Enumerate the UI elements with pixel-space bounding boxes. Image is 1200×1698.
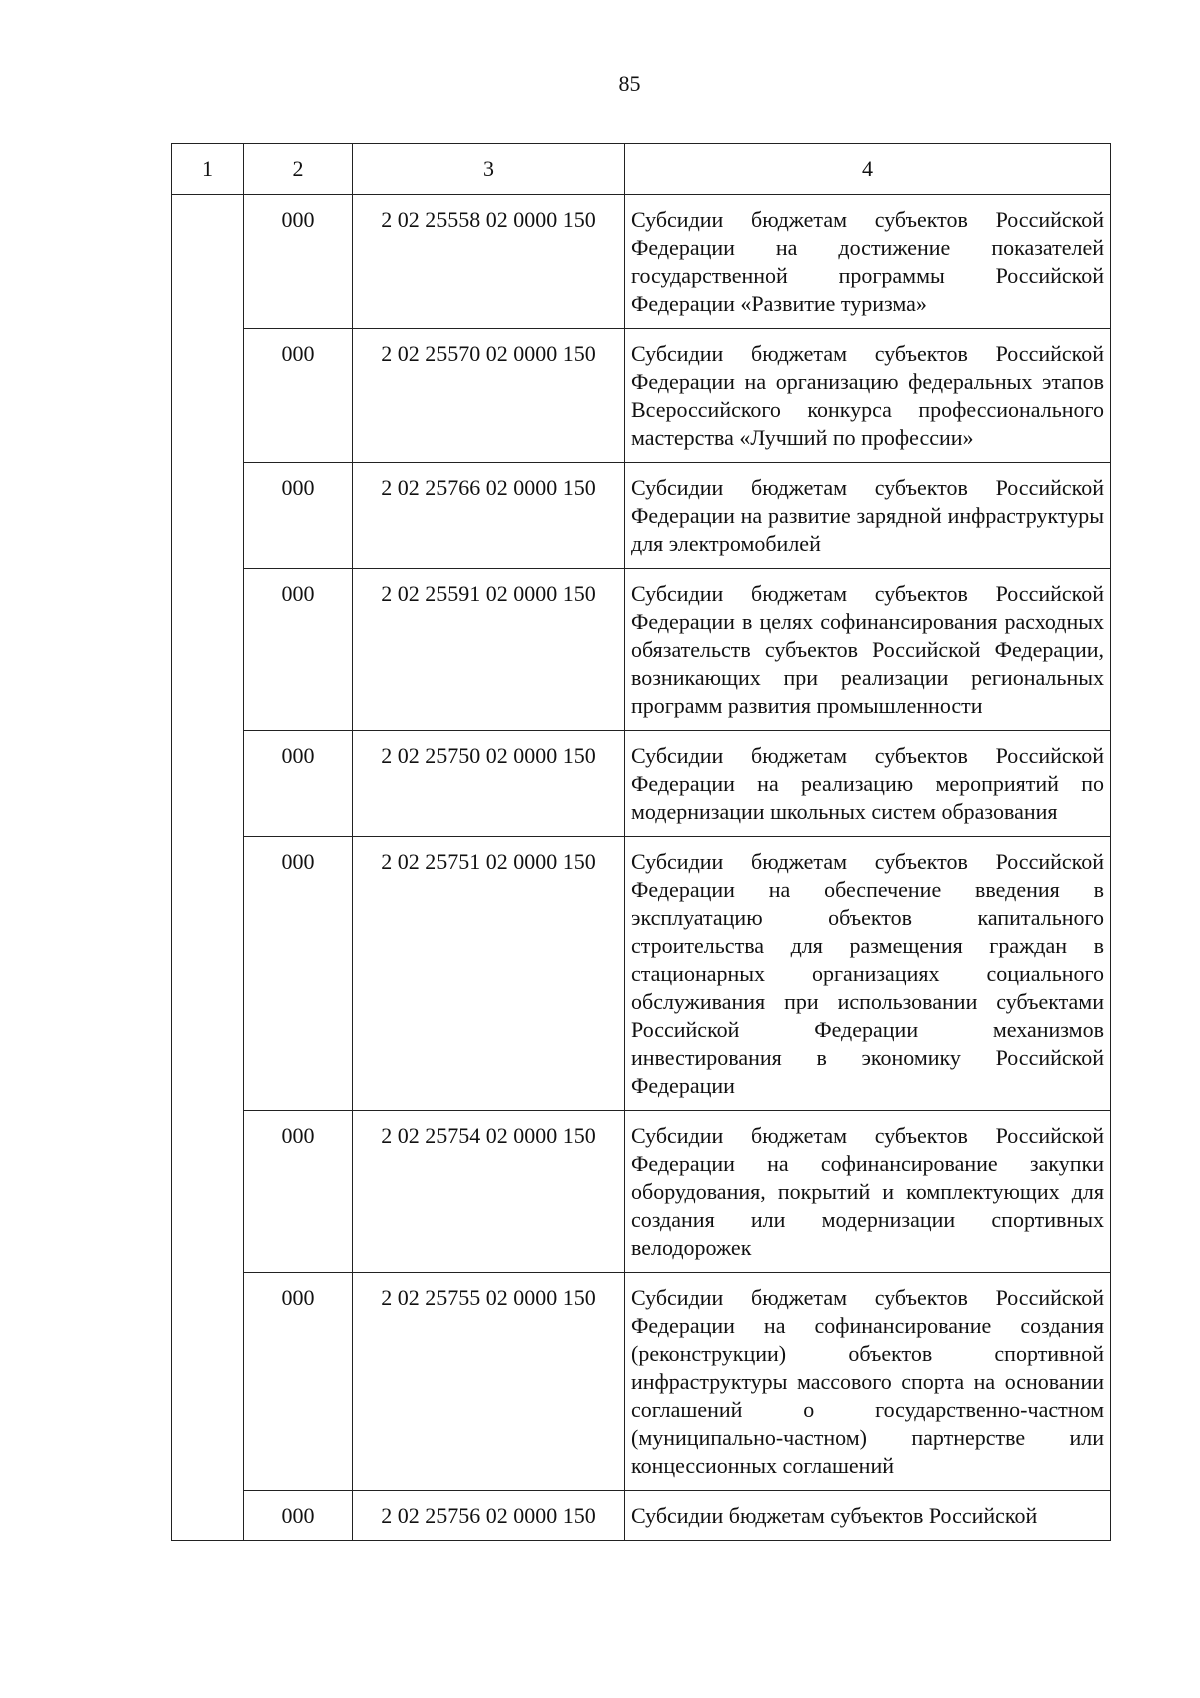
description-cell: Субсидии бюджетам субъектов Российской Федерации в целях софинансирования расходных обязательств субъектов Российской Федерации, возникающих при реализации региональных программ развития промышленности bbox=[625, 569, 1111, 731]
column-header-1: 1 bbox=[172, 144, 244, 195]
table-row bbox=[172, 463, 1111, 569]
admin-code-cell: 000 bbox=[244, 463, 353, 569]
column-header-4: 4 bbox=[625, 144, 1111, 195]
table-row bbox=[172, 569, 1111, 731]
description-cell: Субсидии бюджетам субъектов Российской Федерации на достижение показателей государственной программы Российской Федерации «Развитие туризма» bbox=[625, 195, 1111, 329]
admin-code-cell: 000 bbox=[244, 1111, 353, 1273]
table-row bbox=[172, 837, 1111, 1111]
table-row bbox=[172, 1111, 1111, 1273]
budget-code-cell: 2 02 25756 02 0000 150 bbox=[353, 1491, 625, 1541]
admin-code-cell: 000 bbox=[244, 1273, 353, 1491]
budget-code-cell: 2 02 25755 02 0000 150 bbox=[353, 1273, 625, 1491]
description-cell: Субсидии бюджетам субъектов Российской bbox=[625, 1491, 1111, 1541]
budget-code-cell: 2 02 25750 02 0000 150 bbox=[353, 731, 625, 837]
table-row bbox=[172, 1273, 1111, 1491]
budget-codes-table bbox=[171, 143, 1111, 1541]
budget-code-cell: 2 02 25570 02 0000 150 bbox=[353, 329, 625, 463]
table-header-row bbox=[172, 144, 1111, 195]
description-cell: Субсидии бюджетам субъектов Российской Федерации на софинансирование создания (реконструкции) объектов спортивной инфраструктуры массового спорта на основании соглашений о государственно-частном (муниципально-частном) партнерстве или концессионных соглашений bbox=[625, 1273, 1111, 1491]
description-cell: Субсидии бюджетам субъектов Российской Федерации на развитие зарядной инфраструктуры для электромобилей bbox=[625, 463, 1111, 569]
admin-code-cell: 000 bbox=[244, 569, 353, 731]
page-number: 85 bbox=[618, 71, 641, 96]
admin-code-cell: 000 bbox=[244, 195, 353, 329]
admin-code-cell: 000 bbox=[244, 731, 353, 837]
table-row bbox=[172, 1491, 1111, 1541]
admin-code-cell: 000 bbox=[244, 1491, 353, 1541]
table-row bbox=[172, 195, 1111, 329]
description-cell: Субсидии бюджетам субъектов Российской Федерации на организацию федеральных этапов Всероссийского конкурса профессионального мастерства «Лучший по профессии» bbox=[625, 329, 1111, 463]
description-cell: Субсидии бюджетам субъектов Российской Федерации на софинансирование закупки оборудования, покрытий и комплектующих для создания или модернизации спортивных велодорожек bbox=[625, 1111, 1111, 1273]
admin-code-cell: 000 bbox=[244, 329, 353, 463]
budget-code-cell: 2 02 25591 02 0000 150 bbox=[353, 569, 625, 731]
budget-code-cell: 2 02 25751 02 0000 150 bbox=[353, 837, 625, 1111]
budget-code-cell: 2 02 25558 02 0000 150 bbox=[353, 195, 625, 329]
description-cell: Субсидии бюджетам субъектов Российской Федерации на обеспечение введения в эксплуатацию объектов капитального строительства для размещения граждан в стационарных организациях социального обслуживания при использовании субъектами Российской Федерации механизмов инвестирования в экономику Российской Федерации bbox=[625, 837, 1111, 1111]
budget-code-cell: 2 02 25754 02 0000 150 bbox=[353, 1111, 625, 1273]
admin-code-cell: 000 bbox=[244, 837, 353, 1111]
description-cell: Субсидии бюджетам субъектов Российской Федерации на реализацию мероприятий по модернизации школьных систем образования bbox=[625, 731, 1111, 837]
column-header-2: 2 bbox=[244, 144, 353, 195]
budget-code-cell: 2 02 25766 02 0000 150 bbox=[353, 463, 625, 569]
table-row bbox=[172, 329, 1111, 463]
column-header-3: 3 bbox=[353, 144, 625, 195]
merged-first-column bbox=[172, 195, 244, 1541]
table-row bbox=[172, 731, 1111, 837]
